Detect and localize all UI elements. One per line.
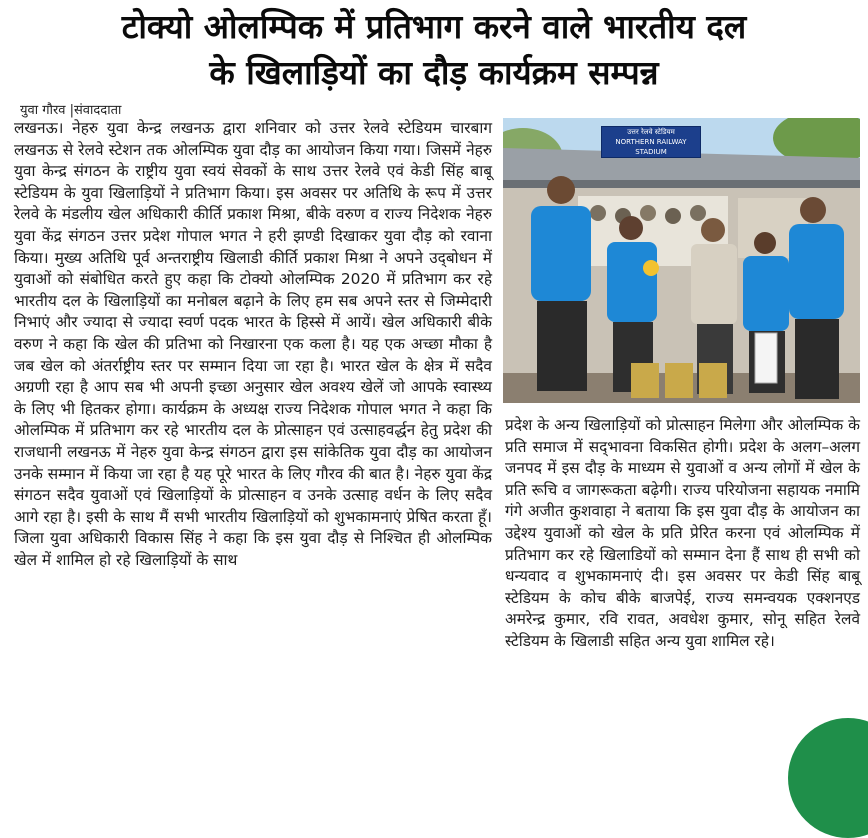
article-right-column <box>505 415 860 653</box>
byline: युवा गौरव |संवाददाता <box>20 103 122 118</box>
event-photo <box>503 118 860 403</box>
event-photo-illustration <box>503 118 860 403</box>
headline <box>0 4 868 96</box>
decorative-green-circle <box>788 718 868 838</box>
article-left-column <box>14 118 492 571</box>
stadium-sign <box>601 126 701 158</box>
headline-line-2: के खिलाड़ियों का दौड़ कार्यक्रम सम्पन्न <box>209 53 659 92</box>
stadium-sign-hindi: उत्तर रेलवे स्टेडियम <box>627 128 675 136</box>
article-text-right: प्रदेश के अन्य खिलाड़ियों को प्रोत्साहन मिलेगा और ओलम्पिक के प्रति समाज में सद्‌भावना विकसित होगी। प्रदेश के अलग–अलग जनपद में इस दौड़ के माध्यम से युवाओं व अन्य लोगों में खेल के प्रति रूचि व जागरूकता बढ़ेगी। राज्य परियोजना सहायक नमामि गंगे अजीत कुशवाहा ने बताया कि इस युवा दौड़ के आयोजन का उद्देश्य युवाओं को खेल के प्रति प्रेरित करना एवं ओलम्पिक में प्रतिभाग कर रहे खिलाडियों को सम्मान देना हैं साथ ही सभी को धन्यवाद व शुभकामनाएं दी। इस अवसर पर केडी सिंह बाबू स्टेडियम के कोच बीके बाजपेई, राज्य समन्वयक एक्शनएड अमरेन्द्र कुमार, रवि रावत, अवधेश कुमार, सोनू सहित रेलवे स्टेडियम के खिलाडी सहित अन्य युवा शामिल रहे। <box>505 416 860 650</box>
stadium-sign-english: NORTHERN RAILWAY STADIUM <box>615 138 687 156</box>
article-text-left: लखनऊ। नेहरु युवा केन्द्र लखनऊ द्वारा शनिवार को उत्तर रेलवे स्टेडियम चारबाग लखनऊ से रेलवे स्टेशन तक ओलम्पिक युवा दौड़ का आयोजन किया गया। जिसमें नेहरु युवा केन्द्र संगठन के राष्ट्रीय युवा स्वयं सेवकों के साथ उत्तर रेलवे एवं केडी सिंह बाबू स्टेडियम के युवा खिलाड़ियों ने प्रतिभाग किया। इस अवसर पर अतिथि के रूप में उत्तर रेलवे के मंडलीय खेल अधिकारी कीर्ति प्रकाश मिश्रा, बीके वरुण व राज्य निदेशक नेहरु युवा केंद्र संगठन उत्तर प्रदेश गोपाल भगत ने हरी झण्डी दिखाकर युवा दौड़ को रवाना किया। मुख्य अतिथि पूर्व अन्तराष्ट्रीय खिलाडी कीर्ति प्रकाश मिश्रा ने अपने उद्‌बोधन में युवाओं को संबोधित करते हुए कहा कि टोक्यो ओलम्पिक 2020 में प्रतिभाग कर रहे भारतीय दल के खिलाड़ियों का मनोबल बढ़ाने के लिए हम सब अपने स्तर से जिम्मेदारी निभाएं और ज्यादा से ज्यादा स्वर्ण पदक भारत के हिस्से में आयें। खेल अधिकारी बीके वरुण ने कहा कि खेल की प्रतिभा को निखारना एक कला है। यह एक अच्छा मौका है जब खेल को अंतर्राष्ट्रीय स्तर पर सम्मान दिया जा रहा है। भारत खेल के क्षेत्र में सदैव अग्रणी रहा है आप सब भी अपनी इच्छा अनुसार खेल अवश्य खेलें जो आपके स्वास्थ्य के लिए भी हितकर होगा। कार्यक्रम के अध्यक्ष राज्य निदेशक गोपाल भगत ने कहा कि ओलम्पिक में प्रतिभाग कर रहे भारतीय दल के प्रोत्साहन एवं उत्साहवर्द्धन हेतु प्रदेश की राजधानी लखनऊ में नेहरु युवा केन्द्र संगठन द्वारा इस सांकेतिक युवा दौड़ का आयोजन उनके सम्मान में किया जा रहा है यह पूरे भारत के लिए गौरव की बात है। नेहरु युवा केंद्र संगठन सदैव युवाओं एवं खिलाड़ियों के प्रोत्साहन व उनके उत्साह वर्धन के लिए सदैव आगे रहा है। इसी के साथ मैं सभी भारतीय खिलाड़ियों को शुभकामनाएं प्रेषित करता हूँ। जिला युवा अधिकारी विकास सिंह ने कहा कि इस युवा दौड़ से निश्चित ही ओलम्पिक खेल में शामिल हो रहे खिलाड़ियों के साथ <box>14 119 492 569</box>
headline-line-1: टोक्यो ओलम्पिक में प्रतिभाग करने वाले भारतीय दल <box>121 7 747 46</box>
